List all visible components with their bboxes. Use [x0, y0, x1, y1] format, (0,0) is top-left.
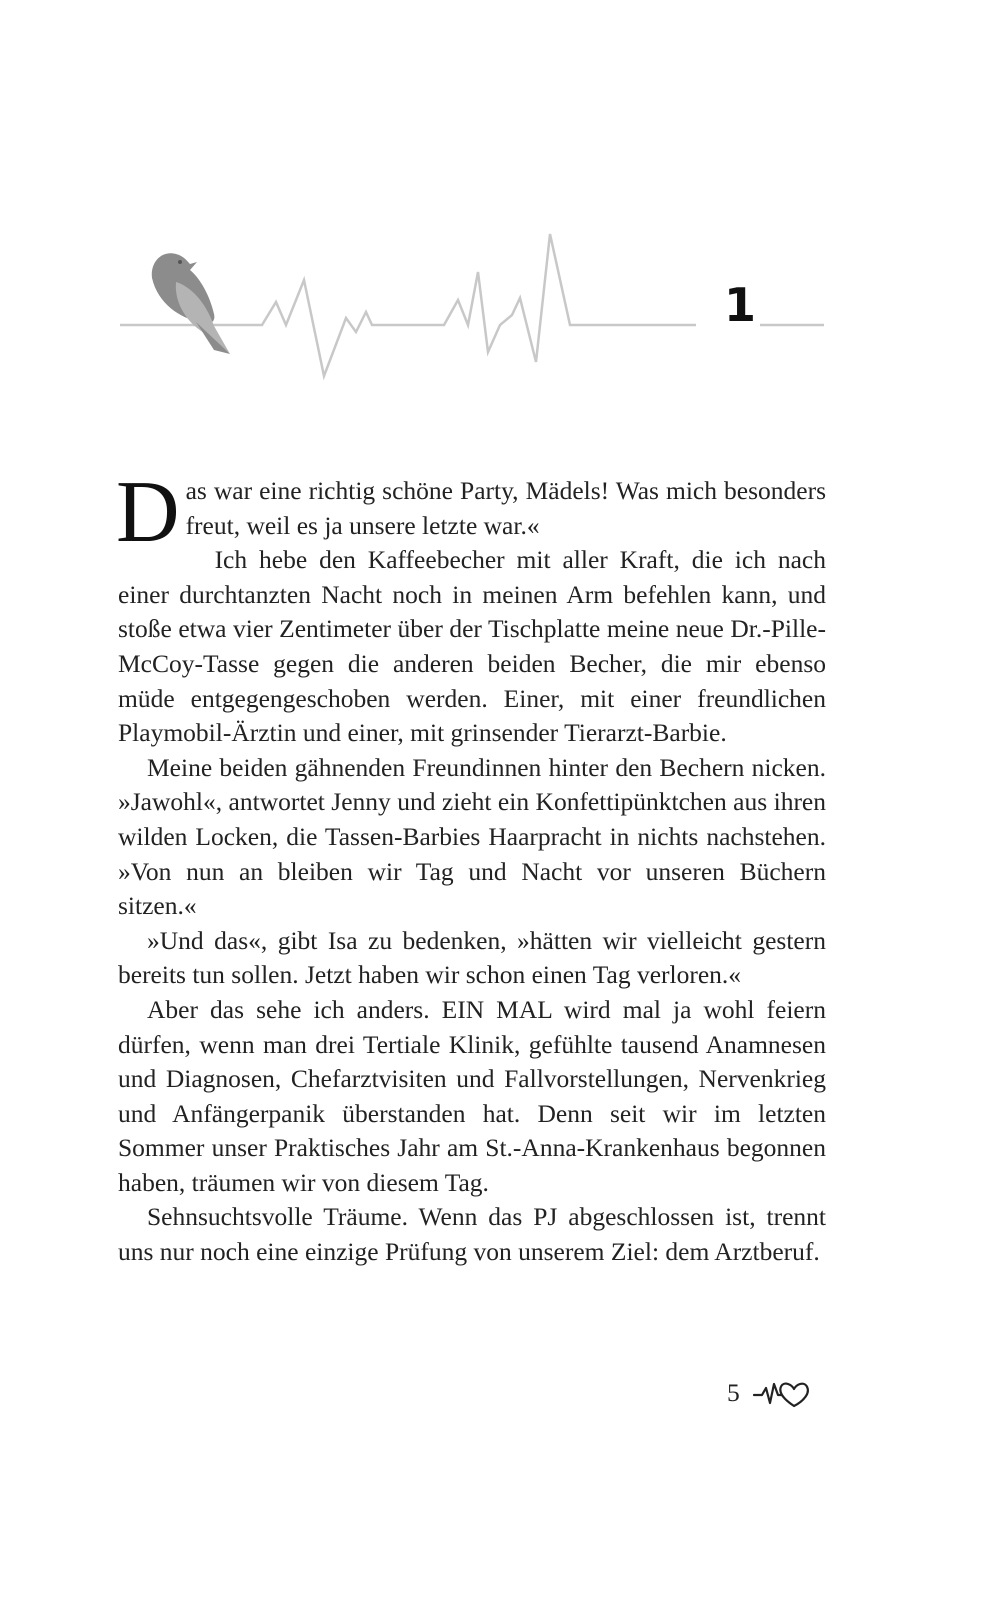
chapter-number: 1 — [724, 278, 757, 332]
chapter-header-ornament — [0, 0, 1005, 420]
page-number: 5 — [727, 1378, 740, 1407]
paragraph-opening — [116, 464, 826, 561]
paragraph: Ich hebe den Kaffeebecher mit aller Kraft, die ich nach einer durchtanzten Nacht noch in meinen Arm befehlen kann, und stoße etwa vier Zentimeter über der Tischplatte meine neue Dr.-Pille-McCoy-Tasse gegen die anderen beiden Becher, die mir ebenso müde entgegengeschoben werden. Einer, mit einer freundlichen Playmobil-Ärztin und einer, mit grinsender Tierarzt-Barbie. — [118, 545, 826, 748]
paragraph: Sehnsuchtsvolle Träume. Wenn das PJ abgeschlossen ist, trennt uns nur noch eine einzige Prüfung von unserem Ziel: dem Arztberuf. — [118, 1202, 826, 1267]
paragraph: Aber das sehe ich anders. EIN MAL wird mal ja wohl feiern dürfen, wenn man drei Tertiale Klinik, gefühlte tausend Anamnesen und Diagnosen, Chefarztvisiten und Fallvorstellungen, Nervenkrieg und Anfängerpanik überstanden hat. Denn seit wir im letzten Sommer unser Praktisches Jahr am St.-Anna-Krankenhaus begonnen haben, träumen wir von diesem Tag. — [118, 994, 826, 1197]
page-footer — [727, 1378, 810, 1408]
paragraph: Meine beiden gähnenden Freundinnen hinter den Bechern nicken. »Jawohl«, antwortet Jenny und zieht ein Konfettipünktchen aus ihren wilden Locken, die Tassen-Barbies Haarpracht in nichts nachstehen. »Von nun an bleiben wir Tag und Nacht vor unseren Büchern sitzen.« — [118, 752, 826, 921]
paragraph: »Und das«, gibt Isa zu bedenken, »hätten wir vielleicht gestern bereits tun sollen. Jetzt haben wir schon einen Tag verloren.« — [118, 925, 826, 990]
bird-icon — [152, 253, 230, 354]
heartbeat-line — [120, 234, 824, 376]
chapter-body — [116, 464, 826, 1270]
drop-cap: D — [116, 464, 180, 561]
heartbeat-heart-icon — [752, 1378, 810, 1408]
paragraph-text: as war eine richtig schöne Party, Mädels! Was mich besonders freut, weil es ja unsere letzte war.« — [185, 476, 826, 540]
